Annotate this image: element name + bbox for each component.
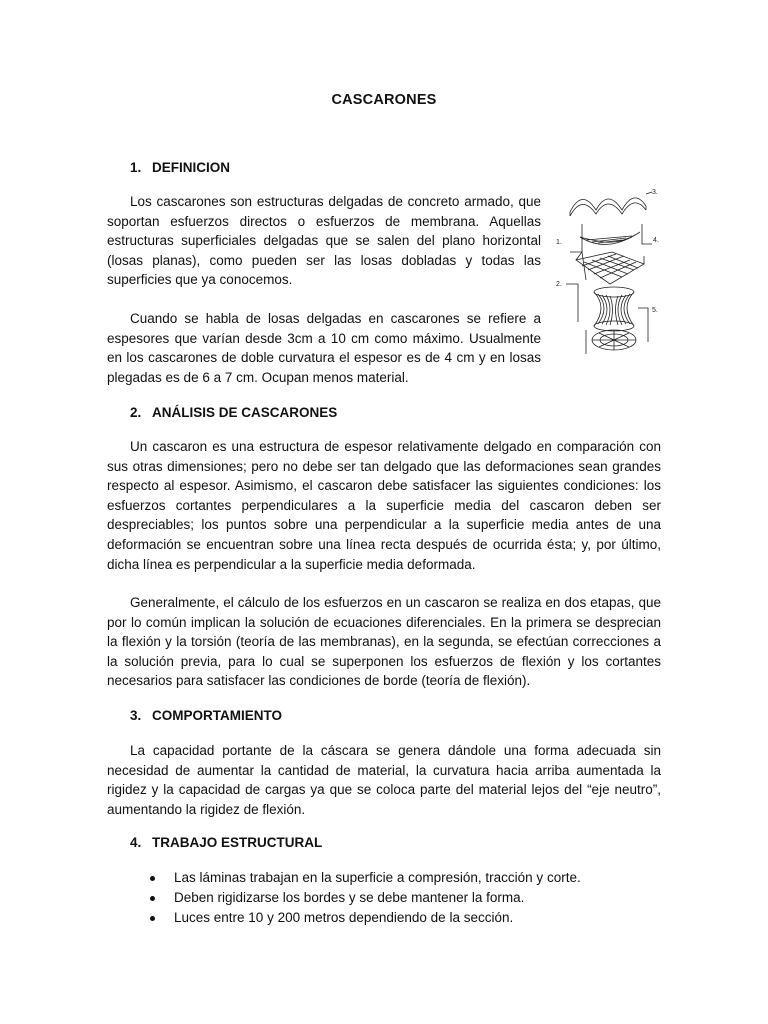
section-heading-analisis — [130, 405, 337, 420]
section-heading-trabajo — [130, 835, 322, 850]
section-title: ANÁLISIS DE CASCARONES — [152, 405, 338, 420]
bullet-icon — [150, 876, 155, 881]
bullet-icon — [150, 916, 155, 921]
paragraph-text: Un cascaron es una estructura de espesor relativamente delgado en comparación con sus otras dimensiones; pero no debe ser tan delgado que las deformaciones sean grandes respecto al espesor. Asimismo, el cascaron debe satisfacer las siguientes condiciones: los esfuerzos cortantes perpendiculares a la superficie media del cascaron deben ser despreciables; los puntos sobre una perpendicular a la superficie media antes de una deformación se encuentran sobre una línea recta después de ocurrida ésta; y, por último, dicha línea es perpendicular a la superficie media deformada. — [107, 439, 661, 572]
figure-label: 1. — [556, 239, 562, 246]
paragraph-text: Los cascarones son estructuras delgadas de concreto armado, que soportan esfuerzos directos o esfuerzos de membrana. Aquellas estructuras superficiales delgadas que se salen del plano horizontal (losas planas), como pueden ser las losas dobladas y todas las superficies que ya conocemos. — [107, 194, 541, 288]
shell-types-illustration — [552, 182, 664, 357]
bullet-list — [148, 868, 581, 928]
list-item-text: Luces entre 10 y 200 metros dependiendo de la sección. — [174, 910, 514, 925]
paragraph-text: Cuando se habla de losas delgadas en cascarones se refiere a espesores que varían desde 3cm a 10 cm como máximo. Usualmente en los cascarones de doble curvatura el espesor es de 4 cm y en losas plegadas es de 6 a 7 cm. Ocupan menos material. — [107, 311, 541, 385]
paragraph-analisis-1 — [107, 437, 661, 574]
figure-label: 5. — [652, 307, 658, 314]
section-number: 2. — [130, 405, 142, 420]
figure-label: 3. — [652, 189, 658, 196]
paragraph-analisis-2 — [107, 593, 661, 691]
figure-label: 2. — [556, 281, 562, 288]
section-number: 3. — [130, 708, 142, 723]
section-heading-definicion — [130, 160, 230, 175]
paragraph-definicion-2 — [107, 309, 541, 387]
section-heading-comportamiento — [130, 708, 282, 723]
figure-label: 4. — [653, 237, 659, 244]
paragraph-text: La capacidad portante de la cáscara se genera dándole una forma adecuada sin necesidad de aumentar la cantidad de material, la curvatura hacia arriba aumentada la rigidez y la capacidad de cargas ya que se coloca parte del material lejos del “eje neutro”, aumentando la rigidez de flexión. — [107, 743, 661, 817]
bullet-icon — [150, 896, 155, 901]
section-title: DEFINICION — [152, 160, 231, 175]
page-title: CASCARONES — [331, 92, 437, 108]
section-number: 4. — [130, 835, 142, 850]
list-item — [148, 868, 581, 888]
paragraph-comportamiento — [107, 741, 661, 819]
shell-types-figure — [552, 182, 664, 357]
section-number: 1. — [130, 160, 142, 175]
list-item-text: Deben rigidizarse los bordes y se debe mantener la forma. — [174, 890, 525, 905]
section-title: COMPORTAMIENTO — [152, 708, 282, 723]
list-item — [148, 888, 581, 908]
list-item-text: Las láminas trabajan en la superficie a compresión, tracción y corte. — [174, 870, 581, 885]
paragraph-definicion-1 — [107, 192, 541, 290]
list-item — [148, 908, 581, 928]
section-title: TRABAJO ESTRUCTURAL — [152, 835, 323, 850]
paragraph-text: Generalmente, el cálculo de los esfuerzos en un cascaron se realiza en dos etapas, que por lo común implican la solución de ecuaciones diferenciales. En la primera se desprecian la flexión y la torsión (teoría de las membranas), en la segunda, se efectúan correcciones a la solución previa, para lo cual se superponen los esfuerzos de flexión y los cortantes necesarios para satisfacer las condiciones de borde (teoría de flexión). — [107, 595, 661, 689]
